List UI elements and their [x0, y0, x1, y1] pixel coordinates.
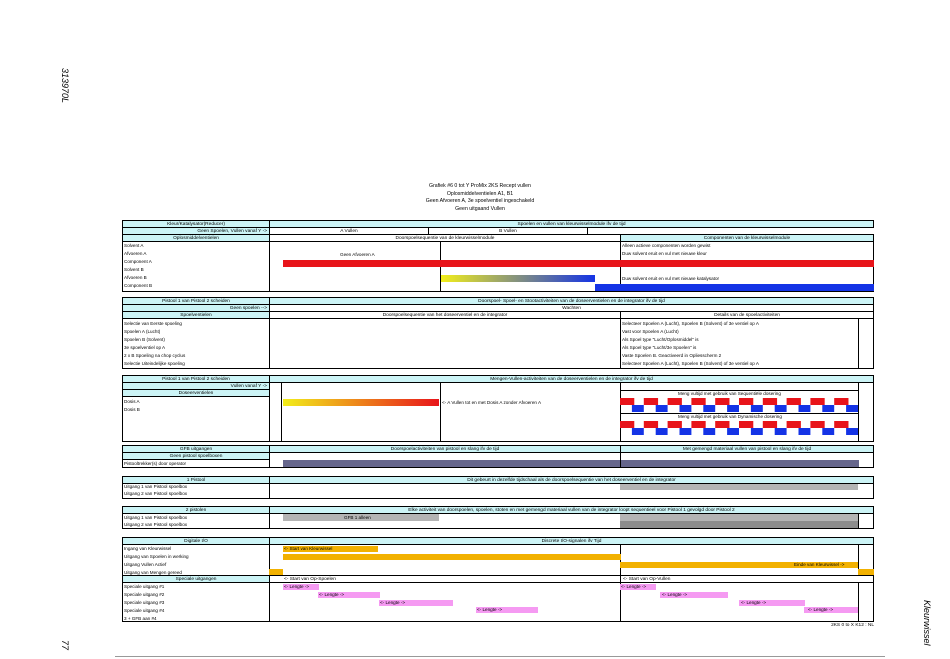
chart-title	[400, 183, 560, 213]
s2-sub2-mid: Doorspoelsequentie van het doseerventiel en de integrator	[269, 311, 621, 319]
s1-row-afvoeren-a: Afvoeren A	[124, 251, 147, 256]
s7-body	[122, 544, 874, 576]
s3-header-right: Mengen-Vullen-activiteiten van de doseerventielen en de integrator ifv de tijd	[269, 375, 874, 383]
dyn-blue-8	[822, 428, 834, 435]
title-line1: Grafiek #6 0 tot Y ProMix 2KS Recept vullen	[429, 183, 531, 189]
s7-special-2: Speciale uitgang #2	[124, 592, 165, 597]
s4-row: Pistooltrekker(s) door operator	[124, 461, 187, 466]
s5-row-2: Uitgang 2 van Pistool spoelbox	[124, 491, 188, 496]
s2-wachten: Wachten	[269, 304, 874, 312]
s6-gfb-label: GFB 1 alleen	[344, 515, 371, 520]
s1-row-component-b: Component B	[124, 283, 153, 288]
seq-red-7	[787, 398, 801, 405]
s6-header-right: Elke activiteit van doorspoelen, spoelen, stoten en met gemengd materiaal vullen van de integrator loopt sequentieel voor Pistool 1 gevolgd door Pistool 2	[269, 506, 874, 514]
seq-blue-3	[703, 405, 715, 412]
s1-sub2-right: Componenten van de kleurwisselmodule	[620, 234, 874, 242]
s7-row-3: Uitgang Vullen Actief	[124, 562, 167, 567]
s3-header-left: Pistool 1 van Pistool 2 scheiden	[122, 375, 270, 383]
s1-sub-left: Geen Spoelen, Vullen vanaf Y ->	[122, 227, 270, 235]
s2-detail-5: Vaste Spoelen B. Geactiveerd in Opliesscherm 2	[622, 353, 722, 358]
seq-red-3	[691, 398, 705, 405]
s7-special-3: Speciale uitgang #3	[124, 600, 165, 605]
s1-b-vullen: B Vullen	[428, 227, 588, 235]
s7-lengte-r4: <- Lengte ->	[808, 607, 834, 612]
seq-red-8	[810, 398, 824, 405]
s1-a-vullen: A Vullen	[269, 227, 429, 235]
dyn-blue-3	[703, 428, 715, 435]
s3-sub-left: Vullen vanaf Y ->	[122, 382, 270, 390]
s7-special-4: Speciale uitgang #4	[124, 608, 165, 613]
s3-row-dosis-b: Dosis B	[124, 407, 140, 412]
s3-dosis-gradient	[283, 399, 439, 406]
s3-seq-label: Meng vultijd met gebruik van Sequentiële dosering	[678, 391, 781, 396]
title-line3: Geen Afvoeren A, 3e spoelventiel ingeschakeld	[425, 198, 535, 204]
title-line2: Oplosmiddelventielen A1, B1	[446, 190, 514, 197]
dyn-red-8	[810, 421, 824, 428]
s7-header-left: Digitale I/O	[122, 537, 270, 545]
s1-row-solvent-a: Solvent A	[124, 243, 144, 248]
s4-pistool-bar	[283, 460, 859, 467]
s6-header-left: 2 pistolen	[122, 506, 270, 514]
s7-lengte-r1: <- Lengte ->	[621, 584, 647, 589]
dyn-red-9	[834, 421, 848, 428]
s6-dark-bar-r	[620, 521, 858, 528]
s3-seq-pattern	[620, 398, 858, 413]
section-title: Kleurwissel	[922, 600, 932, 646]
s2-detail-6: Selecteer Spoelen A (Lucht), Spoelen B (Solvent) of 3e ventiel op A	[622, 361, 759, 366]
s5-gray-bar	[620, 484, 858, 490]
seq-blue-7	[799, 405, 811, 412]
seq-red-6	[763, 398, 777, 405]
s1-geen-afvoeren: Geen Afvoeren A	[340, 252, 375, 257]
s1-row-afvoeren-b: Afvoeren B	[124, 275, 147, 280]
footer-code: 2KS 0 to X K12 : NL	[831, 623, 874, 628]
s5-row-1: Uitgang 1 van Pistool spoelbox	[124, 484, 188, 489]
s7-special-1: Speciale uitgang #1	[124, 584, 165, 589]
s7-row-4: Uitgang van Mengen gereed	[124, 570, 182, 575]
seq-red-1	[644, 398, 658, 405]
dyn-red-4	[715, 421, 729, 428]
dyn-red-3	[691, 421, 705, 428]
s6-row-1: Uitgang 1 van Pistool spoelbox	[124, 515, 188, 520]
s1-header-left: Kleur/Katalysator(Reducer)	[122, 220, 270, 228]
dyn-red-7	[787, 421, 801, 428]
s2-sub2-right: Details van de spoelactiviteiten	[620, 311, 874, 319]
s7-special-5: 3 + GFB aan #4	[124, 616, 157, 621]
seq-blue-0	[632, 405, 644, 412]
s5-header-right: Dit gebeurt in dezelfde tijdschaal als de doorspoelsequentie van het doseerventiel en de integrator	[269, 476, 874, 484]
s3-dyn-pattern	[620, 421, 858, 436]
seq-blue-2	[680, 405, 692, 412]
s7-sub-left: Speciale uitgangen	[122, 575, 270, 583]
s1-header-right: Spoelen en vullen van kleurwisselmodule ifv de tijd	[269, 220, 874, 228]
s1-note-3: Duw solvent eruit en vul met nieuwe katalysator	[622, 276, 720, 281]
s2-row-1: Selectie van Eerste spoeling	[124, 321, 182, 326]
s4-header-left: GFB uitgangen	[122, 445, 270, 453]
doc-number: 313970L	[60, 68, 70, 104]
seq-blue-5	[751, 405, 763, 412]
s7-header-right: Discrete I/O-signalen ifv Tijd	[269, 537, 874, 545]
s2-header-left: Pistool 1 van Pistool 2 scheiden	[122, 297, 270, 305]
footer-rule	[115, 656, 885, 657]
s7-lengte-2: <- Lengte ->	[319, 592, 345, 597]
dyn-red-1	[644, 421, 658, 428]
dyn-blue-0	[632, 428, 644, 435]
s2-row-4: 3e spoelventiel op A	[124, 345, 166, 350]
s1-row-solvent-b: Solvent B	[124, 267, 144, 272]
s7-sub-right: <- Start van Op-Vullen	[620, 575, 874, 583]
s2-row-6: Selectie Uiteindelijke spoeling	[124, 361, 185, 366]
seq-blue-8	[822, 405, 834, 412]
page-number: 77	[60, 640, 70, 651]
s7-lengte-r3: <- Lengte ->	[741, 600, 767, 605]
dyn-red-0	[620, 421, 634, 428]
s7-spoelen-bar	[283, 554, 621, 560]
s2-row-5: 2 x B Spoeling na chop cyclus	[124, 353, 186, 358]
s2-sub2-left: Spoelventielen	[122, 311, 270, 319]
s2-row-3: Spoelen B (Solvent)	[124, 337, 165, 342]
s7-einde-kw: Einde van Kleurwissel ->	[794, 562, 845, 567]
s7-start-kw: <- Start van Kleurwissel	[284, 546, 333, 551]
seq-red-2	[668, 398, 682, 405]
s2-detail-4: Als Spoel type "Lucht/3e Spoelen" is	[622, 345, 697, 350]
seq-red-0	[620, 398, 634, 405]
s2-detail-1: Selecteer Spoelen A (Lucht), Spoelen B (Solvent) of 3e ventiel op A	[622, 321, 759, 326]
s6-gray-bar-r	[620, 514, 858, 521]
seq-red-9	[834, 398, 848, 405]
dyn-blue-1	[656, 428, 668, 435]
s7-lengte-r2: <- Lengte ->	[662, 592, 688, 597]
s2-detail-3: Als Spoel type "Lucht/Oplosmiddel" is	[622, 337, 699, 342]
s2-header-right: Doorspoel- Spoel- en Stootactiviteiten van de doseerventielen en de integrator ifv de tijd	[269, 297, 874, 305]
s4-header-mid: Doorspoelactiviteiten van pistool en slang ifv de tijd	[269, 445, 621, 453]
s1-sub2-mid: Doorspoelsequentie van de kleurwisselmodule	[269, 234, 621, 242]
s2-sub-left: Geen spoelen -->	[122, 304, 270, 312]
s4-header-right: Met gemengd materiaal vullen van pistool en slang ifv de tijd	[620, 445, 874, 453]
s3-row-dosis-a: Dosis A	[124, 399, 140, 404]
s1-row-component-a: Component A	[124, 259, 152, 264]
dyn-red-5	[739, 421, 753, 428]
dyn-blue-2	[680, 428, 692, 435]
s7-lengte-3: <- Lengte ->	[380, 600, 406, 605]
s7-row-1: Ingang van Kleurwissel	[124, 546, 172, 551]
s3-dyn-label: Meng vultijd met gebruik van Dynamische dosering	[678, 414, 782, 419]
s3-left-body	[122, 396, 270, 442]
dyn-red-6	[763, 421, 777, 428]
title-line4: Geen uitgaand Vullen	[455, 205, 505, 212]
seq-red-5	[739, 398, 753, 405]
s1-sub2-left: Oplosmiddelventielen	[122, 234, 270, 242]
s6-row-2: Uitgang 2 van Pistool spoelbox	[124, 522, 188, 527]
dyn-blue-6	[775, 428, 787, 435]
s1-note-1: Alleen actieve componenten worden gewist	[622, 243, 711, 248]
s2-row-2: Spoelen A (Lucht)	[124, 329, 161, 334]
s1-note-2: Duw solvent eruit en vul met nieuwe kleur	[622, 251, 707, 256]
s3-sub2-left: Doseerventielen	[122, 389, 270, 397]
s7-lengte-1: <- Lengte ->	[284, 584, 310, 589]
dyn-blue-5	[751, 428, 763, 435]
seq-red-4	[715, 398, 729, 405]
s4-sub-left: Geen pistool spoelboxen	[122, 452, 270, 460]
seq-blue-6	[775, 405, 787, 412]
timing-sheet	[122, 220, 874, 629]
dyn-blue-7	[799, 428, 811, 435]
s7-row-2: Uitgang van Spoelen in werking	[124, 554, 189, 559]
dyn-red-2	[668, 421, 682, 428]
s1-gradient-b	[441, 275, 595, 282]
s7-lengte-4: <- Lengte ->	[477, 607, 503, 612]
s3-arrow-note: <- A Vullen tot en met Dosis A zonder Afvoeren A	[442, 400, 542, 405]
seq-blue-9	[846, 405, 858, 412]
s1-red-bar-a	[283, 260, 874, 267]
s2-detail-2: Vast voor Spoelen A (Lucht)	[622, 329, 679, 334]
s1-blue-bar-b	[595, 284, 874, 291]
s2-body	[122, 318, 874, 369]
seq-blue-4	[727, 405, 739, 412]
s5-header-left: 1 Pistool	[122, 476, 270, 484]
s7-sub-mid: <- Start van Op-Spoelen	[269, 575, 621, 583]
dyn-blue-9	[846, 428, 858, 435]
seq-blue-1	[656, 405, 668, 412]
dyn-blue-4	[727, 428, 739, 435]
